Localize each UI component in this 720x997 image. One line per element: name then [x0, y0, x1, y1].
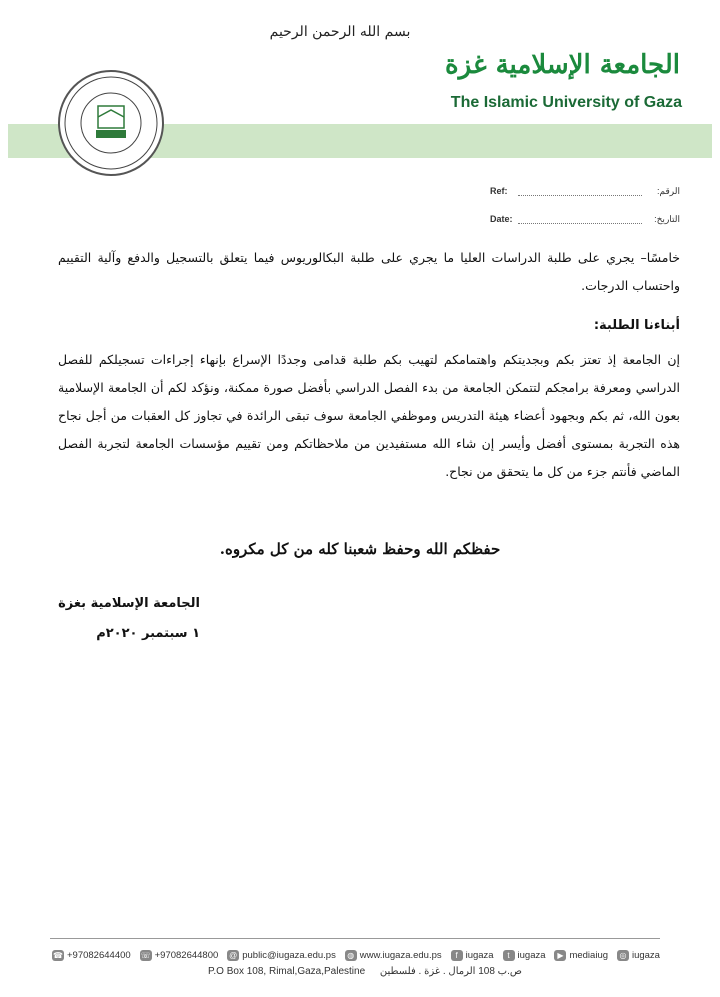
- ref-label-ar: الرقم:: [656, 186, 680, 196]
- ref-dots: [518, 195, 642, 196]
- footer-youtube[interactable]: [554, 950, 608, 961]
- email-icon: @: [229, 950, 238, 960]
- signature-date: ١ سبتمبر ٢٠٢٠م: [96, 626, 200, 641]
- website-text[interactable]: www.iugaza.edu.ps: [359, 949, 442, 961]
- address-ar: ص.ب 108 الرمال . غزة . فلسطين: [379, 966, 522, 977]
- date-row: [490, 214, 680, 228]
- closing-prayer: حفظكم الله وحفظ شعبنا كله من كل مكروه.: [219, 540, 501, 558]
- section-heading: أبناءنا الطلبة:: [593, 318, 680, 333]
- youtube-icon: ▶: [554, 950, 566, 961]
- date-label-ar: التاريخ:: [654, 214, 680, 224]
- address-en: P.O Box 108, Rimal,Gaza,Palestine: [208, 966, 366, 977]
- email-text[interactable]: public@iugaza.edu.ps: [242, 949, 336, 961]
- paragraph-fifth: [58, 244, 680, 300]
- footer-divider: [50, 938, 660, 939]
- paragraph-text: إن الجامعة إذ تعتز بكم وبجديتكم واهتمامكم لتهيب بكم طلبة قدامى وجددًا الإسراع بإنهاء إجراءات تسجيلكم للفصل الدراسي ومعرفة برامجكم لتتمكن الجامعة من بدء الفصل الدراسي بأفضل صورة ممكنة، ونؤكد لكم أن الجامعة الإسلامية بعون الله، ثم بكم وبجهود أعضاء هيئة التدريس وموظفي الجامعة سوف تبقى الرائدة في تجاوز كل العقبات من أجل نجاح هذه التجربة بمستوى أفضل وأيسر إن شاء الله مستفيدين من ملاحظاتكم ومن تقييم مؤسسات الجامعة لتجربة الفصل الماضي فأنتم جزء من كل ما يتحقق من نجاح.: [58, 352, 680, 479]
- ref-label-en: Ref:: [490, 186, 508, 196]
- twitter-text[interactable]: iugaza: [517, 949, 546, 961]
- footer-fax: [140, 950, 219, 961]
- signature-name: الجامعة الإسلامية بغزة: [58, 596, 200, 611]
- date-dots: [518, 223, 642, 224]
- phone-text: +97082644400: [67, 949, 131, 961]
- university-name-ar: الجامعة الإسلامية غزة: [445, 50, 680, 80]
- fax-icon: ☏: [140, 950, 151, 960]
- footer-instagram[interactable]: [617, 950, 660, 961]
- fax-text: +97082644800: [154, 949, 219, 961]
- footer-website[interactable]: [345, 950, 442, 961]
- university-name-en: The Islamic University of Gaza: [450, 94, 682, 111]
- ref-row: [490, 186, 680, 200]
- footer-email[interactable]: [227, 950, 336, 961]
- paragraph-main: [58, 346, 680, 486]
- paragraph-text: خامسًا– يجري على طلبة الدراسات العليا ما يجري على طلبة البكالوريوس فيما يتعلق بالتسجيل والدفع وآلية التقييم واحتساب الدرجات.: [58, 250, 680, 293]
- youtube-text[interactable]: mediaiug: [569, 949, 609, 961]
- facebook-icon: f: [451, 950, 463, 961]
- instagram-text[interactable]: iugaza: [631, 949, 660, 961]
- footer-phone: [52, 950, 131, 961]
- basmala: بسم الله الرحمن الرحيم: [269, 24, 411, 40]
- facebook-text[interactable]: iugaza: [465, 949, 494, 961]
- twitter-icon: t: [503, 950, 515, 961]
- footer-contacts: [52, 946, 660, 964]
- footer-facebook[interactable]: [451, 950, 494, 961]
- footer-twitter[interactable]: [503, 950, 546, 961]
- footer-address: [195, 966, 535, 977]
- phone-icon: ☎: [53, 950, 63, 960]
- date-label-en: Date:: [490, 214, 513, 224]
- instagram-icon: ◎: [617, 950, 629, 961]
- globe-icon: ◍: [345, 950, 357, 961]
- university-seal: [58, 70, 164, 176]
